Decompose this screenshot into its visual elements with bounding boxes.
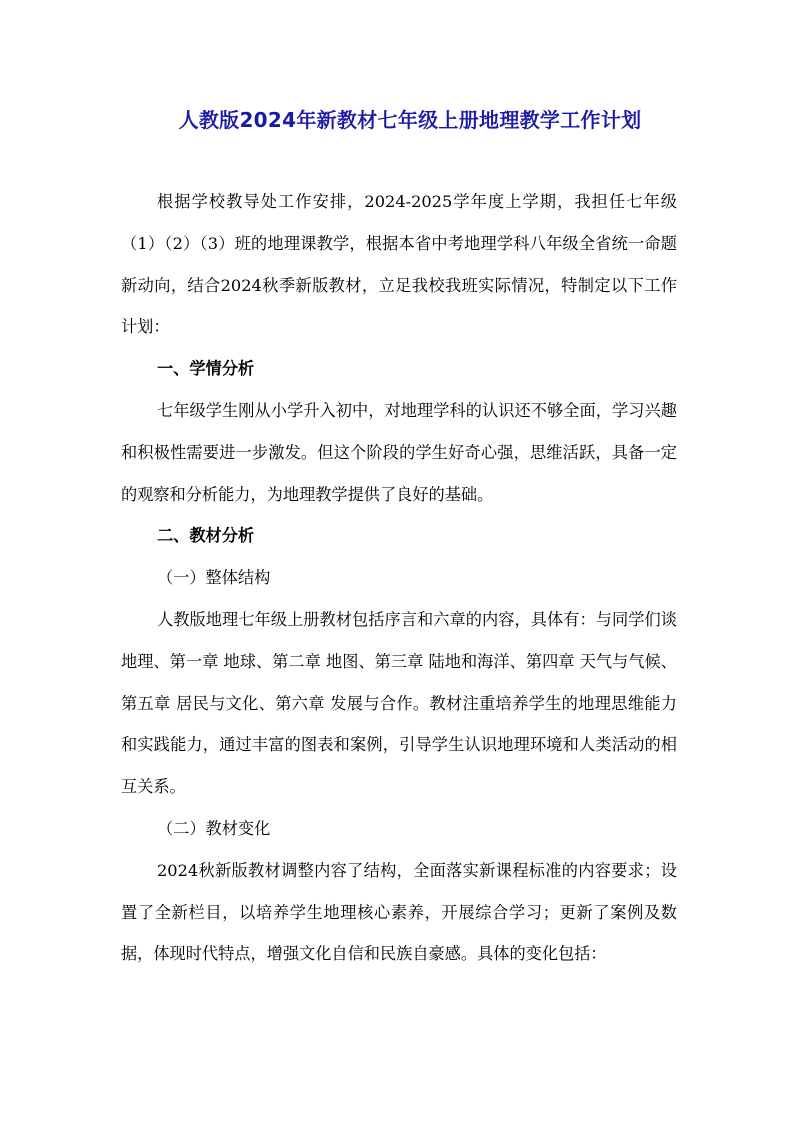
overall-structure-paragraph: 人教版地理七年级上册教材包括序言和六章的内容，具体有：与同学们谈地理、第一章 地球、第二章 地图、第三章 陆地和海洋、第四章 天气与气候、第五章 居民与文化、第六章 发展与合作。教材注重培养学生的地理思维能力和实践能力，通过丰富的图表和案例，引导学生认识地理环境和人类活动的相互关系。 bbox=[121, 609, 677, 797]
section-heading-learning-analysis: 一、学情分析 bbox=[157, 359, 255, 379]
document-title: 人教版2024年新教材七年级上册地理教学工作计划 bbox=[178, 108, 642, 132]
subheading-textbook-changes: （二）教材变化 bbox=[157, 818, 271, 838]
intro-paragraph: 根据学校教导处工作安排，2024-2025学年度上学期，我担任七年级（1）（2）（3）班的地理课教学，根据本省中考地理学科八年级全省统一命题新动向，结合2024秋季新版教材，立足我校我班实际情况，特制定以下工作计划： bbox=[121, 192, 677, 337]
section-heading-textbook-analysis: 二、教材分析 bbox=[157, 526, 255, 546]
textbook-changes-paragraph: 2024秋新版教材调整内容了结构，全面落实新课程标准的内容要求；设置了全新栏目，以培养学生地理核心素养，开展综合学习；更新了案例及数据，体现时代特点，增强文化自信和民族自豪感。具体的变化包括： bbox=[121, 860, 677, 964]
learning-analysis-paragraph: 七年级学生刚从小学升入初中，对地理学科的认识还不够全面，学习兴趣和积极性需要进一步激发。但这个阶段的学生好奇心强，思维活跃，具备一定的观察和分析能力，为地理教学提供了良好的基础。 bbox=[121, 400, 677, 504]
document-body bbox=[121, 181, 677, 975]
subheading-overall-structure: （一）整体结构 bbox=[157, 568, 271, 588]
